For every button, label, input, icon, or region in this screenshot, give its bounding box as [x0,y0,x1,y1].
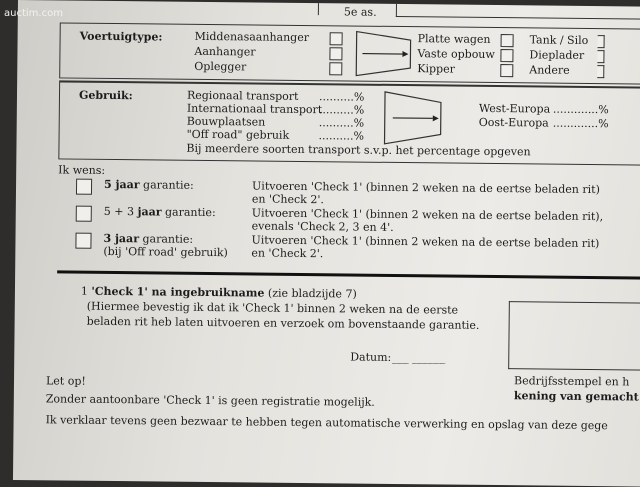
usage-label: "Off road" gebruik [187,129,290,142]
watermark-text: auctim.com [4,8,63,19]
checkbox-aanhanger[interactable] [329,47,342,60]
body-option-label: Andere [529,64,569,76]
gebruik-label: Gebruik: [79,90,133,103]
usage-percent-field[interactable]: ..........% [319,104,365,116]
region-percent-field[interactable]: .............% [553,118,609,131]
region-label: Oost-Europa [479,117,549,130]
body-option-label: Kipper [417,63,455,75]
warranty-option-desc: en 'Check 2'. [251,247,323,260]
voertuigtype-label: Voertuigtype: [80,31,163,44]
region-label: West-Europa [479,103,550,116]
usage-label: Internationaal transport [187,103,322,116]
divider [318,3,319,15]
usage-label: Regionaal transport [187,90,299,103]
body-option-label: Dieplader [529,49,584,62]
warranty-option-desc: evenals 'Check 2, 3 en 4'. [252,220,394,233]
datum-label: Datum: [350,351,391,363]
header-box [396,2,640,20]
usage-percent-field[interactable]: ..........% [319,91,365,103]
trailer-diagram-icon [382,90,445,147]
checkbox-oplegger[interactable] [329,62,342,75]
usage-label: Bouwplaatsen [187,116,266,129]
trailer-diagram-icon [354,30,412,79]
let-op-label: Let op! [46,375,86,387]
body-option-label: Platte wagen [418,33,491,46]
checkbox-tank-silo[interactable] [598,35,605,48]
checkbox-vaste-opbouw[interactable] [500,49,513,62]
usage-percent-field[interactable]: ..........% [319,130,365,142]
registration-warning: Zonder aantoonbare 'Check 1' is geen registratie mogelijk. [46,393,375,408]
warranty-option-title: 5 jaar garantie: [104,179,194,192]
checkbox-3-jaar-garantie[interactable] [75,233,91,249]
check-heading: 1 'Check 1' na ingebruikname (zie bladzijde 7) [81,286,357,301]
warranty-option-subtitle: (bij 'Off road' gebruik) [103,246,228,259]
warranty-option-desc: Uitvoeren 'Check 1' (binnen 2 weken na de eertse beladen rit) [251,234,599,250]
check-text: beladen rit heb laten uitvoeren en verzoek om bovenstaande garantie. [87,316,480,332]
company-stamp-box [508,301,640,370]
form-page [13,0,640,487]
warranty-option-title: 3 jaar garantie: [103,233,193,246]
warranty-option-desc: en 'Check 2'. [252,193,324,206]
vehicle-option-label: Aanhanger [194,46,255,59]
stamp-caption: kening van gemacht [514,390,639,403]
warranty-option-desc: Uitvoeren 'Check 1' (binnen 2 weken na de eertse beladen rit), [252,207,603,223]
stamp-caption: Bedrijfsstempel en h [514,375,629,388]
checkbox-platte-wagen[interactable] [501,34,514,47]
usage-note: Bij meerdere soorten transport s.v.p. het percentage opgeven [186,143,530,159]
body-option-label: Vaste opbouw [417,48,495,61]
datum-field[interactable]: ___ ______ [392,352,445,365]
check-text: (Hiermee bevestig ik dat ik 'Check 1' binnen 2 weken na de eerste [87,301,458,317]
usage-percent-field[interactable]: ..........% [319,117,365,129]
checkbox-5-jaar-garantie[interactable] [76,179,92,195]
body-option-label: Tank / Silo [530,34,589,47]
checkbox-middenasaanhanger[interactable] [330,32,343,45]
checkbox-dieplader[interactable] [597,50,604,63]
checkbox-andere[interactable] [597,65,604,78]
warranty-option-title: 5 + 3 jaar garantie: [104,206,216,219]
consent-text: Ik verklaar tevens geen bezwaar te hebben tegen automatische verwerking en opslag van deze gege [46,414,608,432]
checkbox-kipper[interactable] [500,64,513,77]
vehicle-option-label: Oplegger [194,61,246,74]
warranty-option-desc: Uitvoeren 'Check 1' (binnen 2 weken na de eertse beladen rit) [252,180,600,196]
region-percent-field[interactable]: .............% [553,104,609,117]
section-divider [57,270,640,279]
checkbox-5-plus-3-jaar-garantie[interactable] [76,206,92,222]
vehicle-option-label: Middenasaanhanger [195,31,310,44]
header-fragment: 5e as. [344,6,377,18]
wens-label: Ik wens: [58,164,105,176]
